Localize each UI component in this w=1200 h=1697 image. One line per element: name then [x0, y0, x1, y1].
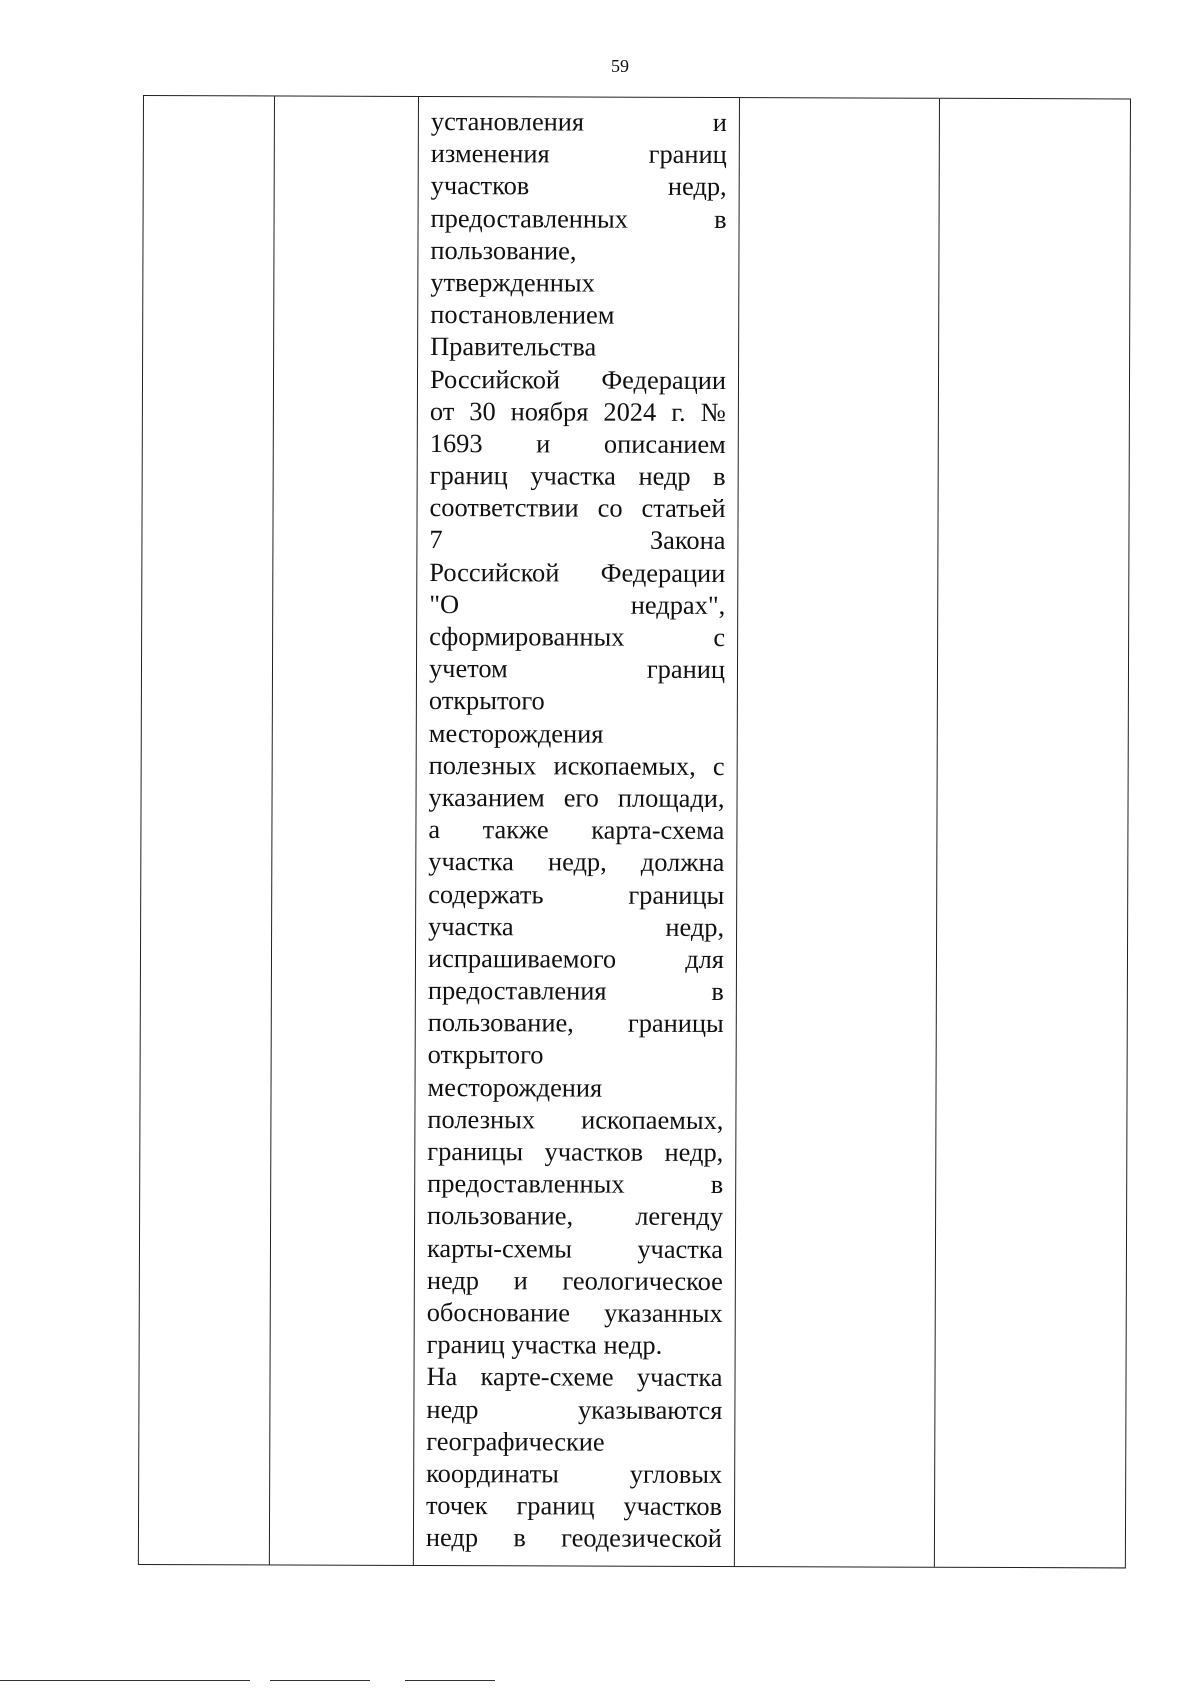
text-word: предоставления [427, 975, 607, 1006]
footer-rule [0, 1680, 250, 1681]
text-line [426, 1457, 722, 1490]
text-word: в [711, 976, 724, 1007]
text-line [429, 620, 725, 653]
text-word: предоставленных [427, 1168, 625, 1199]
text-word: месторождения [427, 1071, 603, 1103]
text-line [429, 588, 725, 621]
text-word: с [713, 621, 726, 653]
text-word: месторождения [428, 717, 604, 749]
text-word: недрах", [630, 589, 726, 620]
text-word: координаты [426, 1457, 559, 1489]
text-word: "О [429, 588, 460, 619]
text-word: указанием [428, 781, 545, 813]
text-line [428, 781, 724, 814]
text-word: испрашиваемого [427, 942, 617, 974]
text-word: в [713, 461, 726, 492]
text-word: и [712, 106, 727, 138]
text-word: сформированных [429, 621, 625, 652]
text-line [431, 202, 727, 235]
text-word: карта-схема [591, 814, 725, 846]
text-word: недр [426, 1264, 480, 1295]
text-word: постановлением [430, 299, 615, 330]
text-line [427, 1328, 723, 1361]
text-word: учетом [428, 653, 508, 684]
document-table [138, 95, 1131, 1568]
text-word: геодезической [561, 1522, 723, 1554]
text-word: недр. [603, 1329, 663, 1360]
text-word: пользование, [430, 234, 577, 266]
text-word: 30 [469, 395, 496, 426]
text-word: 2024 [603, 396, 657, 427]
text-word: карте-схеме [480, 1361, 614, 1392]
text-word: открытого [427, 1039, 544, 1070]
text-word: угловых [629, 1458, 723, 1489]
text-line [428, 974, 724, 1007]
text-line [431, 137, 727, 170]
text-line [427, 1103, 723, 1136]
text-word: карты-схемы [426, 1232, 573, 1264]
text-word: полезных [427, 1103, 536, 1135]
text-word: а [428, 814, 441, 845]
text-line [427, 1199, 723, 1232]
text-line [428, 813, 724, 846]
text-word: должна [640, 847, 725, 878]
text-line [426, 1392, 722, 1425]
text-word: На [426, 1361, 458, 1392]
text-line [428, 910, 724, 943]
text-word: границы [627, 1007, 724, 1039]
text-word: Закона [649, 525, 726, 556]
text-word: указанных [604, 1297, 723, 1328]
text-word: участков [623, 1490, 723, 1522]
text-word: соответствии [429, 492, 579, 523]
text-line [430, 330, 726, 363]
text-line [430, 459, 726, 492]
text-line [429, 717, 725, 750]
text-word: границ [648, 138, 727, 170]
text-word: утвержденных [430, 266, 595, 298]
text-line [426, 1489, 722, 1522]
text-line [429, 652, 725, 685]
text-word: легенду [635, 1201, 724, 1232]
text-line [430, 298, 726, 331]
text-word: пользование, [427, 1200, 574, 1231]
text-line [427, 1232, 723, 1265]
text-line [427, 1167, 723, 1200]
text-word: 1693 [429, 427, 483, 459]
column-divider [734, 98, 740, 1566]
text-word: статьей [641, 492, 726, 524]
text-word: недр, [665, 911, 725, 942]
text-line [427, 1296, 723, 1329]
text-line [429, 556, 725, 589]
text-line [431, 169, 727, 202]
text-line [427, 1071, 723, 1104]
text-line [427, 1264, 723, 1297]
text-line [430, 266, 726, 299]
text-line [429, 523, 725, 556]
text-word: предоставленных [430, 202, 629, 234]
column-divider [413, 97, 419, 1565]
text-word: ноября [510, 395, 589, 427]
text-line [429, 684, 725, 717]
text-word: недр, [547, 846, 607, 877]
text-word: и [536, 428, 551, 459]
text-word: Российской [429, 363, 561, 394]
text-word: изменения [430, 138, 550, 169]
text-line [428, 878, 724, 911]
text-word: в [710, 1169, 724, 1200]
text-word: участков [544, 1136, 644, 1167]
text-line [431, 105, 727, 138]
text-word: со [597, 492, 623, 523]
text-word: в [513, 1522, 526, 1553]
text-word: содержать [428, 878, 544, 909]
text-word: геологическое [562, 1265, 723, 1296]
text-word: для [685, 943, 725, 974]
table-cell-requirements-text [426, 105, 727, 1554]
text-word: пользование, [427, 1007, 574, 1038]
footer-rule [270, 1680, 370, 1681]
text-word: участка [511, 1329, 597, 1360]
text-word: ископаемых, [553, 750, 696, 781]
text-line [428, 1038, 724, 1071]
text-word: Правительства [430, 331, 597, 362]
text-word: границ [426, 1329, 505, 1360]
text-word: недр [638, 460, 691, 491]
text-word: открытого [428, 685, 545, 716]
text-word: границ [646, 653, 726, 685]
text-word: установления [430, 106, 585, 137]
text-line [430, 395, 726, 428]
text-line [430, 491, 726, 524]
text-word: границы [628, 879, 725, 910]
text-word: площади, [617, 782, 725, 813]
text-line [428, 845, 724, 878]
text-word: участка [428, 846, 514, 877]
text-line [428, 1006, 724, 1039]
text-word: участка [530, 460, 616, 491]
column-divider [269, 96, 275, 1564]
text-line [426, 1521, 722, 1554]
text-word: географические [426, 1425, 605, 1457]
text-word: участка [636, 1362, 723, 1393]
text-word: недр [426, 1393, 479, 1424]
text-word: его [563, 782, 599, 813]
footer-rule [405, 1680, 495, 1681]
text-word: границ [429, 460, 508, 491]
text-word: также [482, 814, 549, 845]
text-word: границы [427, 1135, 524, 1167]
text-word: недр, [664, 1136, 724, 1168]
text-line [428, 942, 724, 975]
text-word: описанием [603, 428, 726, 459]
page-number: 59 [611, 56, 629, 76]
text-word: точек [426, 1490, 488, 1521]
text-word: участков [430, 170, 530, 201]
text-word: от [429, 395, 455, 426]
text-line [429, 749, 725, 782]
text-line [430, 234, 726, 267]
text-line [426, 1425, 722, 1458]
column-divider [934, 99, 940, 1567]
text-word: Федерации [601, 364, 727, 395]
text-word: недр [425, 1522, 479, 1553]
text-word: недр, [667, 171, 727, 202]
text-word: границ [516, 1490, 595, 1521]
text-line [430, 427, 726, 460]
text-word: участка [428, 910, 514, 941]
text-word: с [712, 750, 725, 781]
text-word: ископаемых, [581, 1104, 724, 1135]
text-word: 7 [429, 524, 443, 555]
text-word: Российской [429, 556, 560, 588]
text-line [430, 363, 726, 396]
text-word: и [513, 1265, 528, 1296]
text-line [427, 1135, 723, 1168]
text-word: г. [671, 396, 686, 427]
text-word: обоснование [426, 1296, 571, 1328]
text-word: участка [637, 1233, 724, 1264]
text-line [426, 1360, 722, 1393]
text-word: в [714, 203, 727, 234]
text-word: № [700, 396, 726, 427]
text-word: указываются [577, 1394, 723, 1425]
text-word: полезных [428, 749, 537, 781]
text-word: Федерации [600, 557, 726, 588]
